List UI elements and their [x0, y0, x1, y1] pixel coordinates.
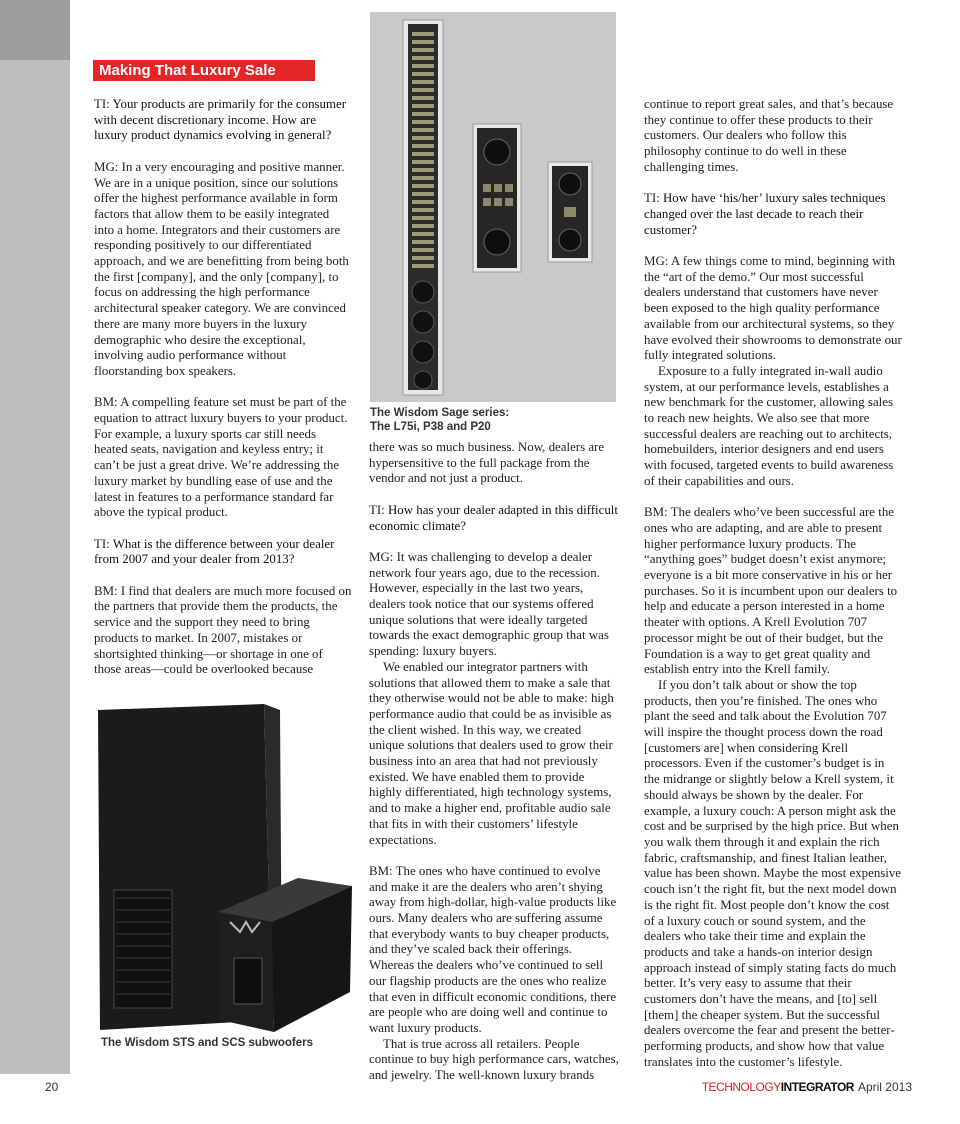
answer-text: We enabled our integrator partners with solutions that allowed them to make a sale that they otherwise would not be able to make: high performance audio that could be as invisible as the client wished. In this way, we created unique solutions that dealers used to grow their business into an area that had not previously existed. We have enabled them to provide highly differentiated, high technology systems, and to make a higher end, profitable audio sale that fits in with their customers’ lifestyle expectations. [369, 659, 614, 847]
paragraph [94, 537, 352, 568]
speaker-label: TI: [644, 191, 660, 206]
paragraph [369, 660, 619, 848]
issue-date: April 2013 [857, 1080, 912, 1094]
answer-text: I find that dealers are much more focused on the partners that provide them the products, the service and the support they need to bring products to market. In 2007, mistakes or shortsighted thinking—or shortage in one of those areas—could be overlooked because [94, 583, 352, 677]
answer-text: A few things come to mind, beginning with the “art of the demo.” Our most successful dealers understand that customers have never been exposed to the high quality performance available from our architectural systems, so they have evolved their showrooms to demonstrate our fully integrated solutions. [644, 254, 902, 363]
brand-technology: TECHNOLOGY [701, 1080, 781, 1094]
answer-text: A compelling feature set must be part of the equation to attract luxury buyers to your product. For example, a luxury sports car still needs heated seats, navigation and keyless entry; it can’t be just a great drive. We’re addressing the luxury market by bundling ease of use and the latest in features to a performance standard far above the typical product. [94, 395, 348, 520]
paragraph [369, 864, 619, 1037]
paragraph [369, 440, 619, 487]
question-text: What is the difference between your dealer from 2007 and your dealer from 2013? [94, 536, 335, 567]
speaker-caption-line: The Wisdom Sage series: [370, 407, 510, 419]
speaker-label: BM: [94, 395, 118, 410]
answer-text: It was challenging to develop a dealer network four years ago, due to the recession. However, especially in the last two years, dealers took notice that our systems offered unique solutions that were ideally targeted towards the exact demographic group that was spending: luxury buyers. [369, 549, 609, 659]
magazine-brand [702, 1080, 912, 1094]
speaker-label: TI: [94, 97, 110, 111]
paragraph [369, 1037, 619, 1084]
answer-text: The ones who have continued to evolve and make it are the dealers who aren’t shying away from high-dollar, high-value products like ours. Many dealers who are suffering assume that everybody wants to buy cheaper products, and they’ve scaled back their offerings. Whereas the dealers who’ve continued to sell our flagship products are the ones who realize that even in difficult economic conditions, there are people who are doing well and continue to want luxury products. [369, 863, 617, 1035]
speaker-label: BM: [94, 583, 118, 598]
speaker-label: TI: [369, 502, 385, 517]
speaker-caption-line: The L75i, P38 and P20 [370, 421, 491, 433]
answer-text: continue to report great sales, and that’s because they continue to offer these products to their customers. Our dealers who follow this philosophy continue to do well in these challenging times. [644, 97, 894, 174]
brand-integrator: INTEGRATOR [780, 1080, 854, 1094]
answer-text: there was so much business. Now, dealers are hypersensitive to the full package from the vendor and not just a product. [369, 440, 605, 486]
speaker-label: MG: [644, 254, 669, 268]
page-gutter [0, 0, 70, 1074]
answer-text: In a very encouraging and positive manner. We are in a unique position, since our solutions offer the highest performance available in form factors that allow them to be easily integrated into a home. Integrators and their customers are responding positively to our differentiated approach, and we are benefitting from being both the first [company], and the only [company], to focus on addressing the high performance architectural speaker category. We are convinced there are many more buyers in the luxury demographic who desire the exceptional, involving audio performance without floorstanding box speakers. [94, 159, 349, 378]
paragraph [369, 550, 619, 660]
paragraph [644, 678, 902, 1071]
speaker-label: TI: [94, 536, 110, 551]
paragraph [644, 364, 902, 490]
answer-text: That is true across all retailers. People continue to buy high performance cars, watches, and jewelry. The well-known luxury brands [369, 1036, 619, 1083]
paragraph [94, 160, 352, 380]
paragraph [94, 97, 352, 144]
paragraph [644, 191, 902, 238]
column-1 [94, 97, 352, 678]
paragraph [94, 395, 352, 521]
section-title: Making That Luxury Sale [93, 60, 315, 81]
speaker-label: BM: [644, 505, 668, 520]
paragraph [644, 505, 902, 678]
paragraph [644, 254, 902, 364]
answer-text: Exposure to a fully integrated in-wall audio system, at our performance levels, establishes a new benchmark for the customer, allowing sales to reach new heights. We also see that more successful dealers are reaching out to architects, homebuilders, interior designers and end users with focused, targeted events to build awareness of their capabilities and ours. [644, 363, 894, 488]
speaker-label: MG: [94, 159, 119, 174]
paragraph [644, 97, 902, 176]
column-3 [644, 97, 902, 1071]
subwoofer-photo [94, 700, 357, 1046]
question-text: Your products are primarily for the consumer with decent discretionary income. How are luxury product dynamics evolving in general? [94, 97, 347, 143]
paragraph [369, 503, 619, 534]
subwoofer-caption: The Wisdom STS and SCS subwoofers [101, 1037, 314, 1049]
page-number: 20 [45, 1080, 59, 1094]
column-2 [369, 440, 619, 1084]
speaker-label: MG: [369, 549, 394, 564]
question-text: How has your dealer adapted in this difficult economic climate? [369, 502, 618, 533]
question-text: How have ‘his/her’ luxury sales techniques changed over the last decade to reach their customer? [644, 191, 886, 237]
speaker-caption [370, 406, 509, 434]
paragraph [94, 584, 352, 678]
speaker-photo [370, 12, 616, 402]
answer-text: The dealers who’ve been successful are the ones who are adapting, and are able to present higher performance luxury products. The “anything goes” budget doesn’t exist anymore; everyone is a bit more conservative in his or her purchases. So it is incumbent upon our dealers to help and educate a person interested in a home theater with options. A Krell Evolution 707 processor might be out of their budget, but the Foundation is a way to get great quality and establish entry into the Krell family. [644, 505, 898, 677]
speaker-label: BM: [369, 863, 393, 878]
page-gutter-tab [0, 0, 70, 60]
answer-text: If you don’t talk about or show the top products, then you’re finished. The ones who plant the seed and talk about the Evolution 707 will inspire the thought process down the road [customers are] when considering Krell processors. Even if the customer’s budget is in the midrange or slightly below a Krell system, it should always be shown by the dealer. For example, a luxury couch: A person might ask the cost and be surprised by the high price. But when you walk them through it and explain the rich fabric, craftsmanship, and finest Italian leather, value has been shown. Maybe the most expensive couch isn’t the right fit, but the next model down is the right fit. Most people don’t know the cost of a luxury couch or sound system, and the dealers who take their time and explain the products and take a hands-on interior design approach instead of simply stating facts do much better. It’s very easy to assume that their customers don’t have the means, and [to] sell [them] the cheaper system. But the successful dealers overcome the fear and present the better-performing products, and show how that value translates into the customer’s lifestyle. [644, 677, 902, 1069]
